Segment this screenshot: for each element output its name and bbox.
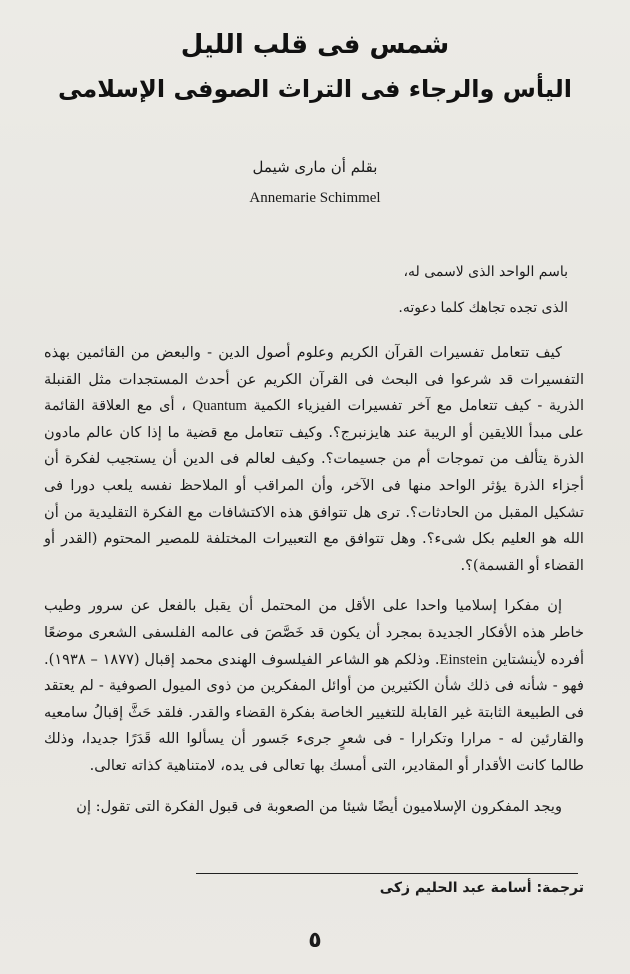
body-paragraph: إن مفكرا إسلاميا واحدا على الأقل من المحتمل أن يقبل بالفعل عن سرور وطيب خاطر هذه الأفكار الجديدة بمجرد أن يكون قد خَصَّصَ فى عالمه الفلسفى الشعرى موضعًا أفرده لأينشتاين Einstein. وذلكم هو الشاعر الفيلسوف الهندى محمد إقبال (١٨٧٧ – ١٩٣٨). فهو - شأنه فى ذلك شأن الكثيرين من أوائل المفكرين من ذوى الميول الصوفية - لم يعتقد فى الطبيعة الثابتة غير القابلة للتغيير الخاصة بفكرة القضاء والقدر. فلقد حَثَّ إقبالُ سامعيه والقارئين له - مرارا وتكرارا - فى شعرٍ جرىء جَسور أن يسألوا الله قَدَرًا جديدا، وذلك طالما كانت الأقدار أو المقادير، التى أمسك بها تعالى فى يده، لامتناهية كذاته تعالى. xyxy=(44,597,585,774)
page-number: ٥ xyxy=(308,928,322,953)
latin-term: Einstein xyxy=(439,651,488,668)
latin-term: Quantum xyxy=(192,398,247,415)
dedication-line: باسم الواحد الذى لاسمى له، xyxy=(403,264,568,280)
dedication-line: الذى تجده تجاهك كلما دعوته. xyxy=(398,300,568,316)
author-byline-latin: Annemarie Schimmel xyxy=(249,190,381,206)
translator-credit: ترجمة: أسامة عبد الحليم زكى xyxy=(379,880,584,896)
author-byline-arabic: بقلم أن مارى شيمل xyxy=(252,158,378,176)
footnote-divider xyxy=(196,873,578,874)
article-body xyxy=(44,340,584,834)
body-paragraph: كيف تتعامل تفسيرات القرآن الكريم وعلوم أصول الدين - والبعض من القائمين بهذه التفسيرات قد شرعوا فى البحث فى القرآن الكريم عن أحدث المستجدات مثل القنبلة الذرية - كيف تتعامل مع آخر تفسيرات الفيزياء الكمية Quantum ، أى مع العلاقة القائمة على مبدأ اللايقين أو الريبة عند هايزنبرج؟. وكيف تتعامل مع قضية ما إذا كان عالم مادون الذرة يتألف من تموجات أم من جسيمات؟. وكيف لعالم فى الدين أن يستجيب لفكرة أن أجزاء الذرة يؤثر الواحد منها فى الآخر، وأن المراقب أو الملاحظ نفسه يلعب دورا فى تشكيل المقبل من الحادثات؟. ترى هل تتوافق هذه الاكتشافات مع الفكرة التقليدية من أن الله هو العليم بكل شىء؟. وهل تتوافق مع التعبيرات المختلفة للمصير المحتوم (القدر أو القضاء أو القسمة)؟. xyxy=(44,344,585,574)
body-paragraph: ويجد المفكرون الإسلاميون أيضًا شيئا من الصعوبة فى قبول الفكرة التى تقول: إن xyxy=(76,797,562,815)
article-subtitle: اليأس والرجاء فى التراث الصوفى الإسلامى xyxy=(58,75,572,103)
article-title: شمس فى قلب الليل xyxy=(180,30,450,60)
